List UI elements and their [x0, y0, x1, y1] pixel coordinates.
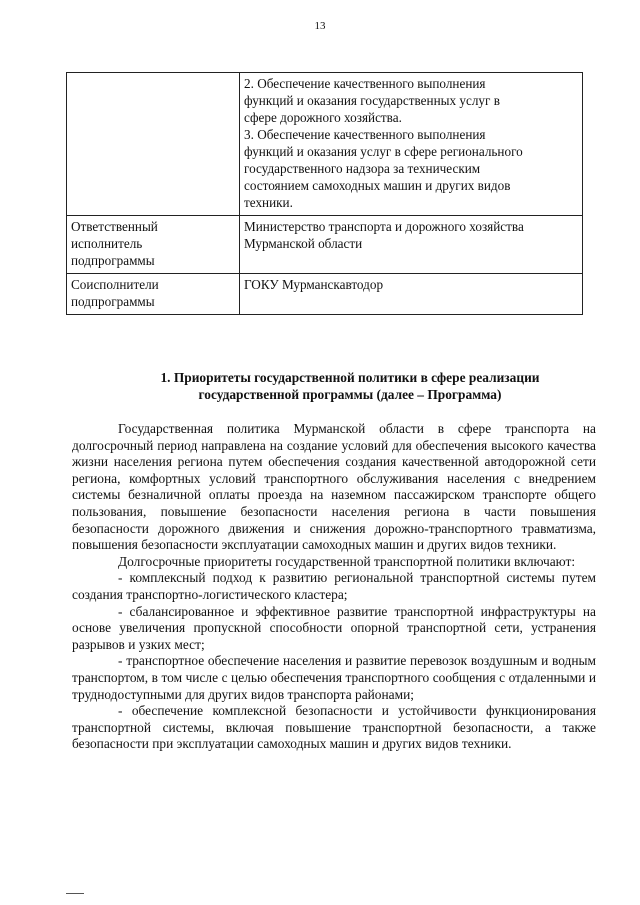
cell-text-line: государственного надзора за техническим: [244, 161, 481, 176]
cell-text-line: ГОКУ Мурманскавтодор: [244, 277, 384, 292]
section-heading: [80, 369, 620, 403]
cell-text-line: сфере дорожного хозяйства.: [244, 110, 402, 125]
list-item: - сбалансированное и эффективное развитие транспортной инфраструктуры на основе увеличения пропускной способности опорной транспортной сети, устранения разрывов и узких мест;: [72, 603, 596, 652]
cell-text-line: Мурманской области: [244, 236, 363, 251]
table-row: [67, 274, 583, 315]
cell-text-line: 3. Обеспечение качественного выполнения: [244, 127, 486, 142]
table-cell-label: [67, 274, 240, 315]
footer-mark: [66, 893, 84, 894]
cell-text-line: 2. Обеспечение качественного выполнения: [244, 76, 486, 91]
paragraph: Долгосрочные приоритеты государственной транспортной политики включают:: [118, 553, 576, 569]
list-item: - транспортное обеспечение населения и развитие перевозок воздушным и водным транспортом, в том числе с целью обеспечения транспортного сообщения с отдаленными и труднодоступными для других видов транспорта районами;: [72, 653, 596, 702]
section-body: [72, 421, 596, 753]
cell-text-line: функций и оказания государственных услуг в: [244, 93, 500, 108]
section-heading-line: 1. Приоритеты государственной политики в сфере реализации: [160, 370, 540, 385]
table-row: [67, 216, 583, 274]
page-number: 13: [314, 20, 326, 32]
list-item: - комплексный подход к развитию региональной транспортной системы путем создания транспортно-логистического кластера;: [72, 570, 596, 602]
cell-text-line: Ответственный: [71, 219, 158, 234]
cell-text-line: исполнитель: [71, 236, 143, 251]
paragraph: Государственная политика Мурманской области в сфере транспорта на долгосрочный период направлена на создание условий для обеспечения высокого качества жизни населения региона путем обеспечения создания качественной автодорожной сети региона, комфортных условий транспортного обслуживания населения с внедрением системы безналичной оплаты проезда на наземном пассажирском транспорте общего пользования, повышение безопасности населения региона в части повышения безопасности дорожного движения и снижения дорожно-транспортного травматизма, повышения безопасности эксплуатации самоходных машин и других видов техники.: [72, 421, 596, 553]
cell-text-line: функций и оказания услуг в сфере регионального: [244, 144, 523, 159]
table-cell-value: [240, 274, 583, 315]
table-cell-label: [67, 216, 240, 274]
table-row: [67, 73, 583, 216]
section-heading-line: государственной программы (далее – Программа): [198, 387, 502, 402]
cell-text-line: подпрограммы: [71, 294, 155, 309]
cell-text-line: Министерство транспорта и дорожного хозяйства: [244, 219, 524, 234]
table-cell-label: [67, 73, 240, 216]
list-item: - обеспечение комплексной безопасности и устойчивости функционирования транспортной системы, включая повышение транспортной безопасности, а также безопасности при эксплуатации самоходных машин и других видов техники.: [72, 703, 596, 752]
cell-text-line: Соисполнители: [71, 277, 159, 292]
cell-text-line: состоянием самоходных машин и других видов: [244, 178, 511, 193]
cell-text-line: техники.: [244, 195, 293, 210]
cell-text-line: подпрограммы: [71, 253, 155, 268]
table-cell-value: [240, 216, 583, 274]
program-info-table: [66, 72, 583, 315]
table-cell-value: [240, 73, 583, 216]
